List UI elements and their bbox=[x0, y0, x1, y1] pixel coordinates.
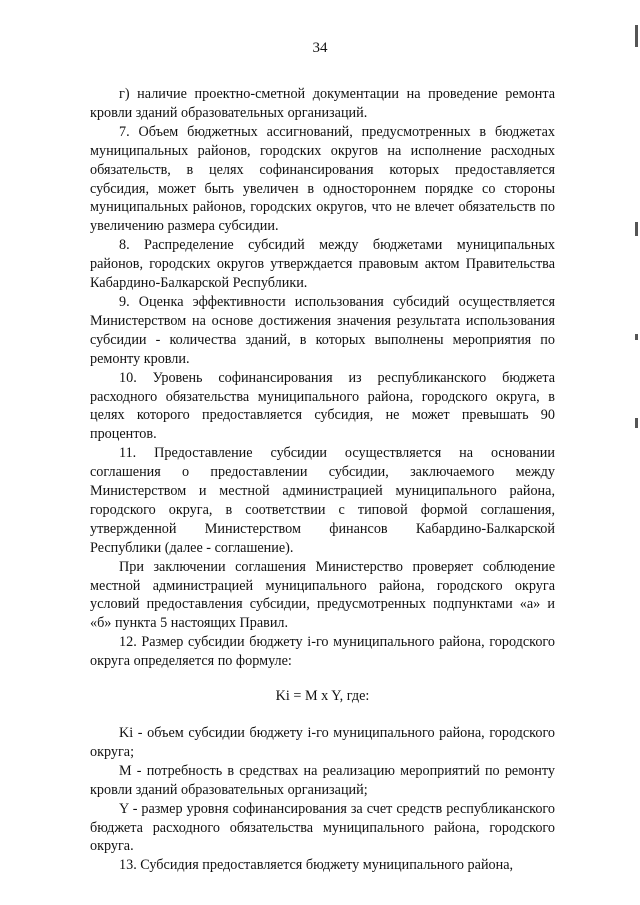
paragraph-item-g: г) наличие проектно-сметной документации на проведение ремонта кровли зданий образовательных организаций. bbox=[90, 86, 555, 121]
scan-edge-marks bbox=[632, 0, 640, 905]
document-body bbox=[90, 85, 555, 875]
definition-ki: Ki - объем субсидии бюджету i-го муниципального района, городского округа; bbox=[90, 725, 555, 760]
paragraph-agreement-check: При заключении соглашения Министерство проверяет соблюдение местной администрацией муниципального района, городского округа условий предоставления субсидии, предусмотренных подпунктами «а» и «б» пункта 5 настоящих Правил. bbox=[90, 558, 555, 632]
scan-edge-mark bbox=[635, 222, 638, 236]
scan-edge-mark bbox=[635, 334, 638, 340]
paragraph-9: 9. Оценка эффективности использования субсидий осуществляется Министерством на основе достижения значения результата использования субсидии - количества зданий, в которых выполнены мероприятия по ремонту кровли. bbox=[90, 293, 555, 367]
paragraph-12: 12. Размер субсидии бюджету i-го муниципального района, городского округа определяется по формуле: bbox=[90, 634, 555, 670]
page-number: 34 bbox=[312, 40, 328, 56]
paragraph-7: 7. Объем бюджетных ассигнований, предусмотренных в бюджетах муниципальных районов, городских округов на исполнение расходных обязательств, в целях софинансирования которых предоставляется субсидия, может быть увеличен в одностороннем порядке со стороны муниципальных районов, городских округов, что не влечет обязательств по увеличению размера субсидии. bbox=[90, 123, 555, 235]
paragraph-10: 10. Уровень софинансирования из республиканского бюджета расходного обязательства муниципального района, городского округа, в целях которого предоставляется субсидия, не может превышать 90 процентов. bbox=[90, 369, 555, 443]
definition-m: M - потребность в средствах на реализацию мероприятий по ремонту кровли зданий образовательных организаций; bbox=[90, 762, 555, 798]
paragraph-13: 13. Субсидия предоставляется бюджету муниципального района, bbox=[119, 857, 514, 874]
scan-edge-mark bbox=[635, 418, 638, 428]
definition-y: Y - размер уровня софинансирования за счет средств республиканского бюджета расходного обязательства муниципального района, городского округа. bbox=[90, 800, 555, 855]
formula: Ki = M x Y, где: bbox=[275, 688, 370, 705]
paragraph-8: 8. Распределение субсидий между бюджетами муниципальных районов, городских округов утверждается правовым актом Правительства Кабардино-Балкарской Республики. bbox=[90, 237, 555, 292]
scan-edge-mark bbox=[635, 25, 638, 47]
paragraph-11: 11. Предоставление субсидии осуществляется на основании соглашения о предоставлении субсидии, заключаемого между Министерством и местной администрацией муниципального района, городского округа, в соответствии с типовой формой соглашения, утвержденной Министерством финансов Кабардино-Балкарской Республики (далее - соглашение). bbox=[90, 445, 555, 556]
